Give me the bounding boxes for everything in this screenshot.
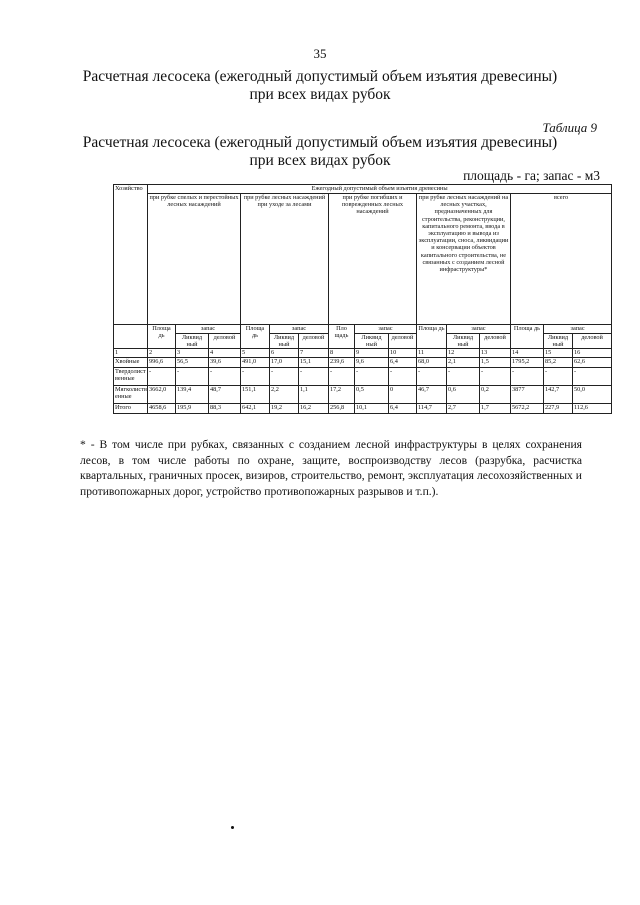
table-cell: 3877: [511, 385, 544, 403]
row-name: Хвойные: [114, 357, 148, 367]
table-cell: -: [480, 367, 511, 385]
table-cell: 5672,2: [511, 403, 544, 413]
table-title: Расчетная лесосека (ежегодный допустимый объем изъятия древесины) при всех видах рубок: [82, 134, 558, 169]
table-cell: -: [299, 367, 329, 385]
table-cell: -: [148, 367, 176, 385]
column-number: 15: [544, 349, 573, 357]
header-total: всего: [511, 194, 612, 325]
table-cell: -: [209, 367, 241, 385]
table-cell: 227,9: [544, 403, 573, 413]
header-area: Площа дь: [241, 325, 270, 349]
units-note: площадь - га; запас - м3: [463, 168, 600, 183]
row-name: Мягколиств енные: [114, 385, 148, 403]
header-area: Площа дь: [511, 325, 544, 349]
header-stock: запас: [176, 325, 241, 334]
table-cell: 0,5: [355, 385, 389, 403]
header-stock: запас: [270, 325, 329, 334]
header-liquid: Ликвид ный: [355, 334, 389, 349]
row-name: Итого: [114, 403, 148, 413]
column-number: 10: [389, 349, 417, 357]
column-number: 8: [329, 349, 355, 357]
table-cell: 0,6: [447, 385, 480, 403]
column-number: 3: [176, 349, 209, 357]
column-number: 2: [148, 349, 176, 357]
table-cell: -: [355, 367, 389, 385]
table-cell: 2,7: [447, 403, 480, 413]
header-liquid: Ликвид ный: [447, 334, 480, 349]
header-damaged-felling: при рубке погибших и поврежденных лесных насаждений: [329, 194, 417, 325]
table-cell: 6,4: [389, 403, 417, 413]
table-cell: 6,4: [389, 357, 417, 367]
header-stock: запас: [544, 325, 612, 334]
table-cell: 56,5: [176, 357, 209, 367]
table-cell: 491,0: [241, 357, 270, 367]
table-row: [114, 367, 612, 385]
header-liquid: Ликвид ный: [176, 334, 209, 349]
table-cell: 19,2: [270, 403, 299, 413]
table-cell: -: [389, 367, 417, 385]
table-cell: 15,1: [299, 357, 329, 367]
table-cell: 50,0: [573, 385, 612, 403]
table-cell: 2,1: [447, 357, 480, 367]
table-cell: 88,3: [209, 403, 241, 413]
table-cell: 195,9: [176, 403, 209, 413]
header-farm: Хозяйство: [114, 185, 148, 325]
table-cell: 139,4: [176, 385, 209, 403]
header-area: Площа дь: [148, 325, 176, 349]
table-cell: 48,7: [209, 385, 241, 403]
table-cell: 114,7: [417, 403, 447, 413]
table-cell: 85,2: [544, 357, 573, 367]
table-cell: 256,8: [329, 403, 355, 413]
footnote: * - В том числе при рубках, связанных с созданием лесной инфраструктуры в целях сохранения лесов, в том числе работы по охране, защите, воспроизводству лесов (разрубка, расчистка квартальных, граничных просек, визиров, строительство, ремонт, эксплуатация лесохозяйственных и противопожарных дорог, устройство противопожарных разрывов и т.п.).: [80, 438, 582, 498]
header-mature-felling: при рубке спелых и перестойных лесных насаждений: [148, 194, 241, 325]
column-number: 6: [270, 349, 299, 357]
header-business: деловой: [573, 334, 612, 349]
table-cell: -: [417, 367, 447, 385]
table-cell: 642,1: [241, 403, 270, 413]
table-cell: 112,6: [573, 403, 612, 413]
header-construction-felling: при рубке лесных насаждений на лесных участках, предназначенных для строительства, реконструкции, капитального ремонта, ввода в эксплуатацию и вывода из эксплуатации, сноса, ликвидации и консервации объектов капитального строительства, не связанных с созданием лесной инфраструктуры*: [417, 194, 511, 325]
table-cell: 1,7: [480, 403, 511, 413]
row-name: Твердолист венные: [114, 367, 148, 385]
table-cell: -: [544, 367, 573, 385]
header-business: деловой: [480, 334, 511, 349]
table-cell: 17,0: [270, 357, 299, 367]
page-number: 35: [313, 46, 327, 61]
header-business: деловой: [209, 334, 241, 349]
column-number: 9: [355, 349, 389, 357]
table-cell: 9,6: [355, 357, 389, 367]
table-cell: 0: [389, 385, 417, 403]
table-cell: 46,7: [417, 385, 447, 403]
table-cell: 68,0: [417, 357, 447, 367]
table-cell: 17,2: [329, 385, 355, 403]
table-cell: -: [241, 367, 270, 385]
column-number: 12: [447, 349, 480, 357]
header-liquid: Ликвид ный: [544, 334, 573, 349]
table-cell: -: [176, 367, 209, 385]
page-heading: Расчетная лесосека (ежегодный допустимый объем изъятия древесины) при всех видах рубок: [82, 68, 558, 103]
column-number: 14: [511, 349, 544, 357]
column-number: 4: [209, 349, 241, 357]
column-number: 7: [299, 349, 329, 357]
table-row: [114, 385, 612, 403]
header-care-felling: при рубке лесных насаждений при уходе за лесами: [241, 194, 329, 325]
table-cell: 0,2: [480, 385, 511, 403]
header-area: Пло щадь: [329, 325, 355, 349]
table-cell: 1795,2: [511, 357, 544, 367]
stray-dot: [231, 826, 234, 829]
column-number: 5: [241, 349, 270, 357]
table-cell: 4658,6: [148, 403, 176, 413]
header-group: Ежегодный допустимый объем изъятия древесины: [148, 185, 612, 194]
table-cell: 142,7: [544, 385, 573, 403]
table-row: [114, 357, 612, 367]
column-number: 11: [417, 349, 447, 357]
harvest-table: [113, 184, 612, 414]
table-cell: 239,6: [329, 357, 355, 367]
header-stock: запас: [355, 325, 417, 334]
table-cell: -: [573, 367, 612, 385]
table-cell: 39,6: [209, 357, 241, 367]
column-number: 16: [573, 349, 612, 357]
table-cell: 2,2: [270, 385, 299, 403]
header-stock: запас: [447, 325, 511, 334]
header-area: Площа дь: [417, 325, 447, 349]
table-cell: -: [447, 367, 480, 385]
table-cell: -: [329, 367, 355, 385]
header-business: деловой: [299, 334, 329, 349]
table-cell: 62,6: [573, 357, 612, 367]
column-number: 13: [480, 349, 511, 357]
table-cell: 1,5: [480, 357, 511, 367]
table-cell: 1,1: [299, 385, 329, 403]
header-business: деловой: [389, 334, 417, 349]
table-cell: 10,1: [355, 403, 389, 413]
table-row: [114, 403, 612, 413]
table-number: Таблица 9: [542, 120, 597, 135]
table-cell: 16,2: [299, 403, 329, 413]
table-cell: 151,1: [241, 385, 270, 403]
table-cell: -: [511, 367, 544, 385]
table-cell: -: [270, 367, 299, 385]
header-liquid: Ликвид ный: [270, 334, 299, 349]
table-cell: 996,6: [148, 357, 176, 367]
table-cell: 3662,0: [148, 385, 176, 403]
column-number: 1: [114, 349, 148, 357]
